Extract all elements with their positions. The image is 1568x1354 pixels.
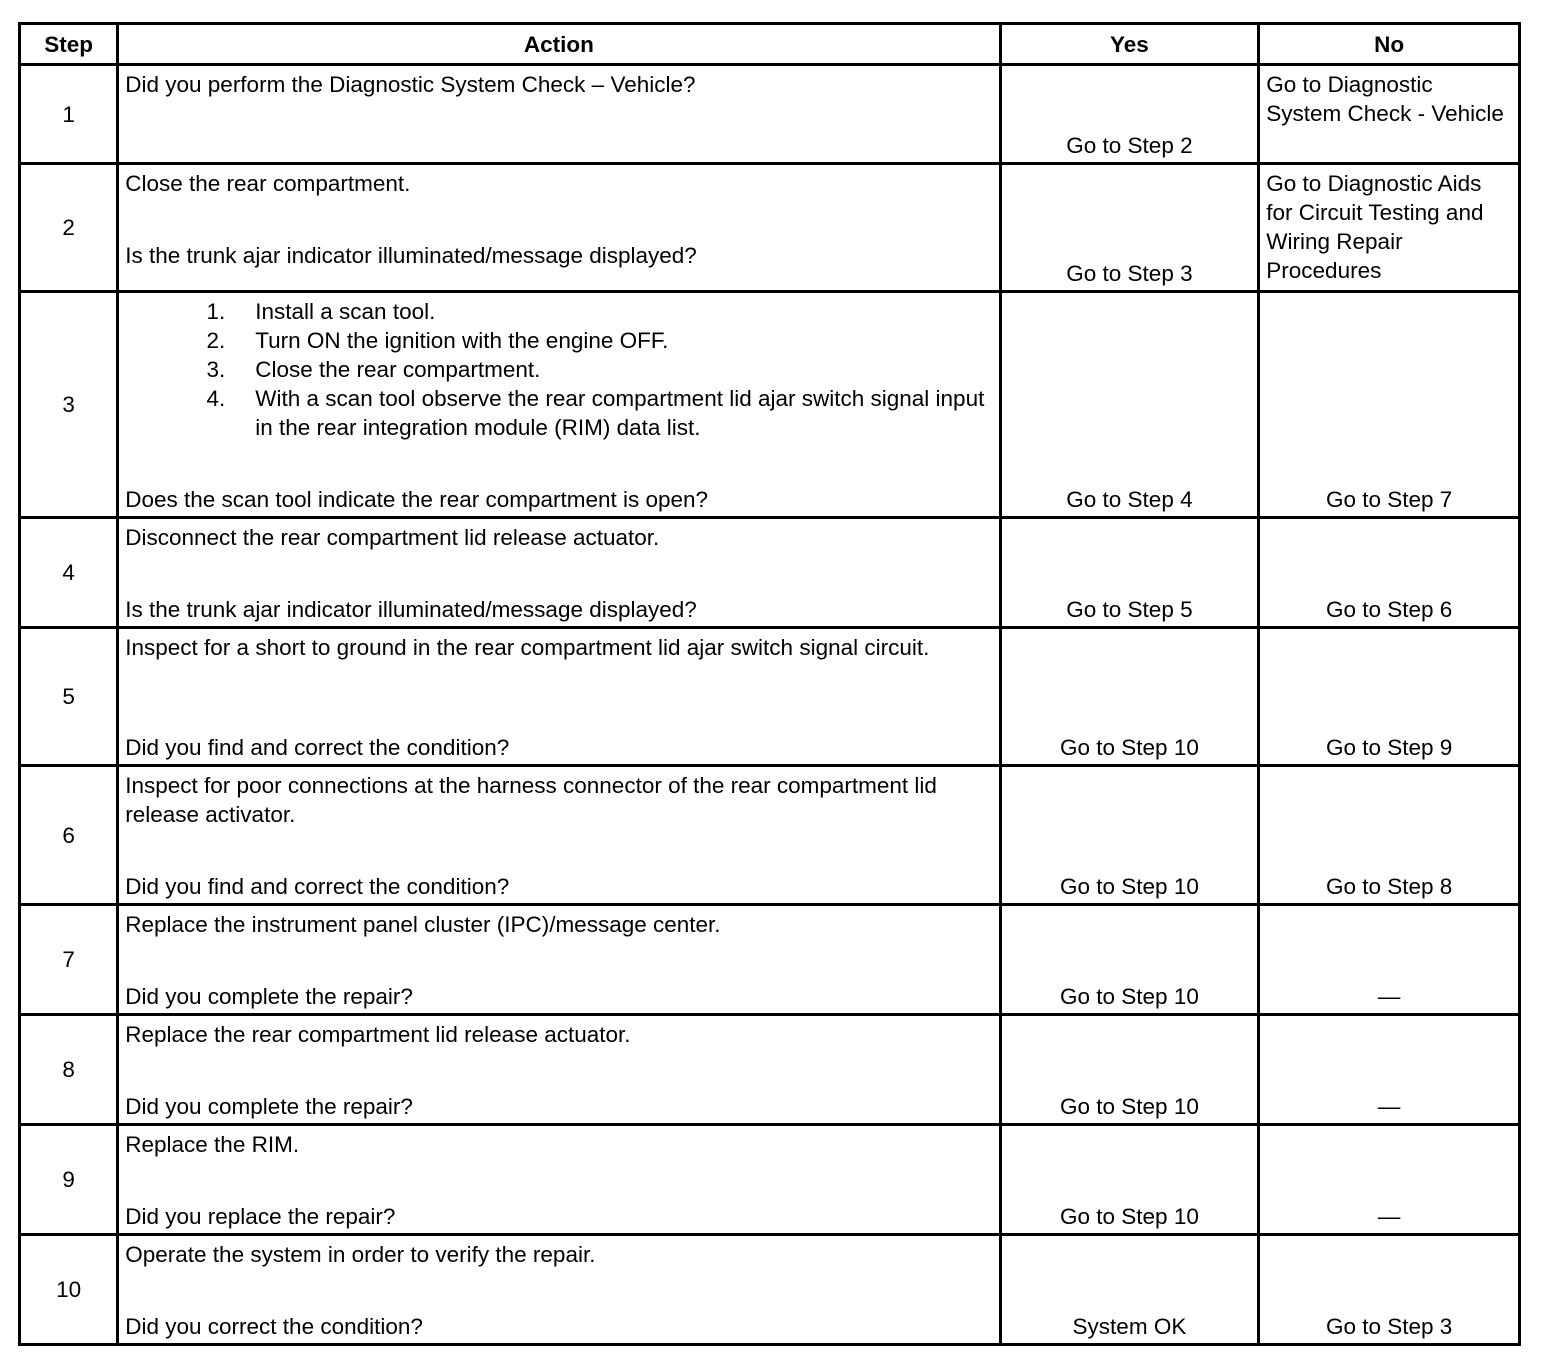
table-row — [20, 628, 1520, 766]
yes-result: System OK — [1000, 1235, 1259, 1345]
list-item — [125, 326, 992, 355]
question-text: Did you replace the repair? — [125, 1204, 396, 1229]
list-text: Turn ON the ignition with the engine OFF. — [255, 328, 669, 353]
list-number: 2. — [206, 328, 226, 353]
question-text: Did you complete the repair? — [125, 984, 413, 1009]
no-result: Go to Step 7 — [1259, 292, 1520, 518]
no-result: — — [1259, 1125, 1520, 1235]
action-cell — [118, 628, 1000, 766]
list-text: Close the rear compartment. — [255, 357, 541, 382]
step-list — [125, 297, 992, 442]
table-row — [20, 766, 1520, 905]
table-row — [20, 1235, 1520, 1345]
question-text: Did you find and correct the condition? — [125, 874, 510, 899]
header-action: Action — [118, 24, 1000, 65]
yes-result: Go to Step 10 — [1000, 628, 1259, 766]
question-text: Is the trunk ajar indicator illuminated/message displayed? — [125, 243, 697, 268]
table-row — [20, 1125, 1520, 1235]
no-result: Go to Diagnostic System Check - Vehicle — [1259, 65, 1520, 164]
list-item — [125, 384, 992, 442]
yes-result: Go to Step 3 — [1000, 164, 1259, 292]
list-item — [125, 355, 992, 384]
step-number: 3 — [20, 292, 118, 518]
step-number: 4 — [20, 518, 118, 628]
table-row — [20, 905, 1520, 1015]
yes-result: Go to Step 4 — [1000, 292, 1259, 518]
yes-result: Go to Step 10 — [1000, 1125, 1259, 1235]
yes-result: Go to Step 10 — [1000, 1015, 1259, 1125]
question-text: Did you correct the condition? — [125, 1314, 423, 1339]
step-number: 9 — [20, 1125, 118, 1235]
list-text: With a scan tool observe the rear compartment lid ajar switch signal input in the rear integration module (RIM) data list. — [255, 386, 985, 440]
action-text: Operate the system in order to verify the repair. — [125, 1242, 596, 1267]
table-row — [20, 65, 1520, 164]
action-text: Did you perform the Diagnostic System Check – Vehicle? — [125, 72, 696, 97]
no-result: — — [1259, 1015, 1520, 1125]
action-cell — [118, 766, 1000, 905]
table-row — [20, 1015, 1520, 1125]
question-text: Did you complete the repair? — [125, 1094, 413, 1119]
header-yes: Yes — [1000, 24, 1259, 65]
list-text: Install a scan tool. — [255, 299, 436, 324]
action-cell — [118, 1015, 1000, 1125]
action-cell — [118, 905, 1000, 1015]
action-cell — [118, 518, 1000, 628]
no-result: Go to Step 8 — [1259, 766, 1520, 905]
no-result: — — [1259, 905, 1520, 1015]
diagnostic-table — [18, 22, 1521, 1346]
no-result: Go to Diagnostic Aids for Circuit Testing and Wiring Repair Procedures — [1259, 164, 1520, 292]
question-text: Does the scan tool indicate the rear compartment is open? — [125, 487, 709, 512]
action-cell — [118, 1235, 1000, 1345]
action-text: Close the rear compartment. — [125, 171, 411, 196]
action-text: Inspect for a short to ground in the rear compartment lid ajar switch signal circuit. — [125, 635, 930, 660]
action-text: Replace the instrument panel cluster (IPC)/message center. — [125, 912, 721, 937]
step-number: 6 — [20, 766, 118, 905]
question-text: Did you find and correct the condition? — [125, 735, 510, 760]
table-row — [20, 292, 1520, 518]
step-number: 5 — [20, 628, 118, 766]
action-cell — [118, 164, 1000, 292]
step-number: 2 — [20, 164, 118, 292]
no-result: Go to Step 6 — [1259, 518, 1520, 628]
table-header-row — [20, 24, 1520, 65]
step-number: 1 — [20, 65, 118, 164]
step-number: 7 — [20, 905, 118, 1015]
step-number: 8 — [20, 1015, 118, 1125]
action-text: Replace the RIM. — [125, 1132, 300, 1157]
action-cell — [118, 292, 1000, 518]
yes-result: Go to Step 5 — [1000, 518, 1259, 628]
list-item — [125, 297, 992, 326]
header-step: Step — [20, 24, 118, 65]
step-number: 10 — [20, 1235, 118, 1345]
action-cell — [118, 65, 1000, 164]
list-number: 1. — [206, 299, 226, 324]
action-cell — [118, 1125, 1000, 1235]
yes-result: Go to Step 10 — [1000, 905, 1259, 1015]
no-result: Go to Step 3 — [1259, 1235, 1520, 1345]
table-row — [20, 164, 1520, 292]
action-text: Inspect for poor connections at the harness connector of the rear compartment lid release activator. — [125, 773, 937, 827]
question-text: Is the trunk ajar indicator illuminated/message displayed? — [125, 597, 697, 622]
yes-result: Go to Step 10 — [1000, 766, 1259, 905]
action-text: Disconnect the rear compartment lid release actuator. — [125, 525, 660, 550]
table-row — [20, 518, 1520, 628]
header-no: No — [1259, 24, 1520, 65]
action-text: Replace the rear compartment lid release actuator. — [125, 1022, 631, 1047]
yes-result: Go to Step 2 — [1000, 65, 1259, 164]
list-number: 4. — [206, 386, 226, 411]
list-number: 3. — [206, 357, 226, 382]
no-result: Go to Step 9 — [1259, 628, 1520, 766]
